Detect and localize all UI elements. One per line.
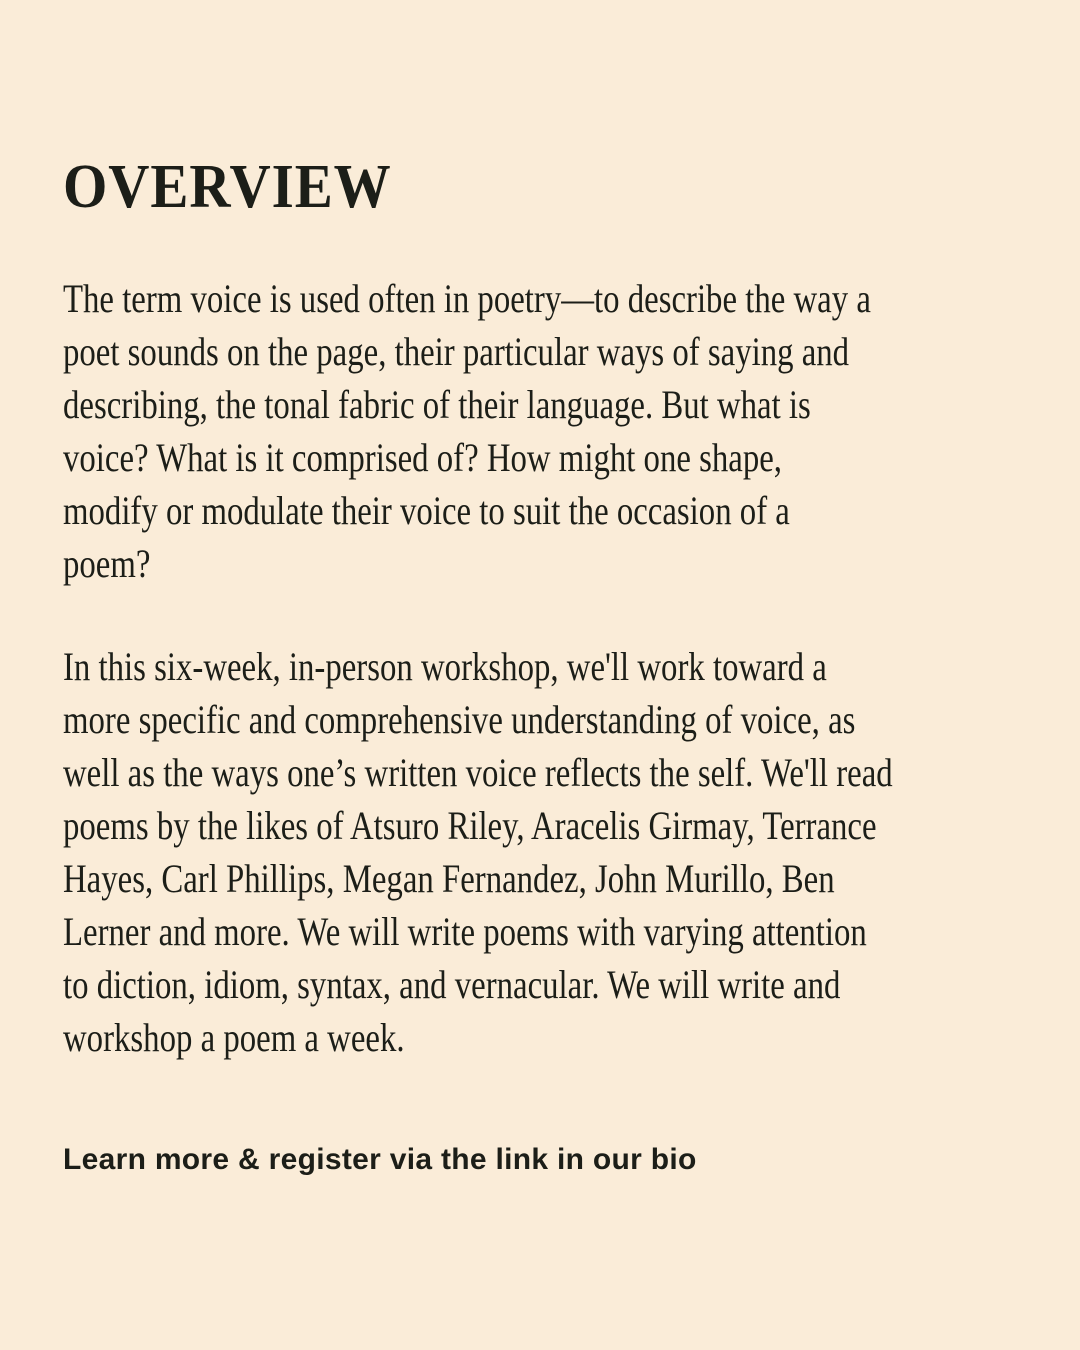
text-line: modify or modulate their voice to suit the occasion of a <box>63 488 790 533</box>
text-line: to diction, idiom, syntax, and vernacular. We will write and <box>63 962 841 1007</box>
text-line: Lerner and more. We will write poems with varying attention <box>63 909 867 954</box>
text-line: poet sounds on the page, their particular ways of saying and <box>63 329 850 374</box>
text-line: The term voice is used often in poetry—to describe the way a <box>63 276 871 321</box>
text-line: workshop a poem a week. <box>63 1015 405 1060</box>
text-line: describing, the tonal fabric of their language. But what is <box>63 382 811 427</box>
text-line: well as the ways one’s written voice reflects the self. We'll read <box>63 750 893 795</box>
text-line: Hayes, Carl Phillips, Megan Fernandez, John Murillo, Ben <box>63 856 835 901</box>
text-line: more specific and comprehensive understanding of voice, as <box>63 697 856 742</box>
body-text <box>63 272 1014 1064</box>
paragraph-intro <box>63 272 1014 590</box>
text-line: voice? What is it comprised of? How might one shape, <box>63 435 782 480</box>
page-title: OVERVIEW <box>63 153 392 221</box>
cta-text: Learn more & register via the link in our bio <box>63 1143 697 1176</box>
text-line: poems by the likes of Atsuro Riley, Aracelis Girmay, Terrance <box>63 803 877 848</box>
text-line: poem? <box>63 541 151 586</box>
text-line: In this six-week, in-person workshop, we'll work toward a <box>63 644 827 689</box>
paragraph-workshop-details <box>63 640 1014 1064</box>
